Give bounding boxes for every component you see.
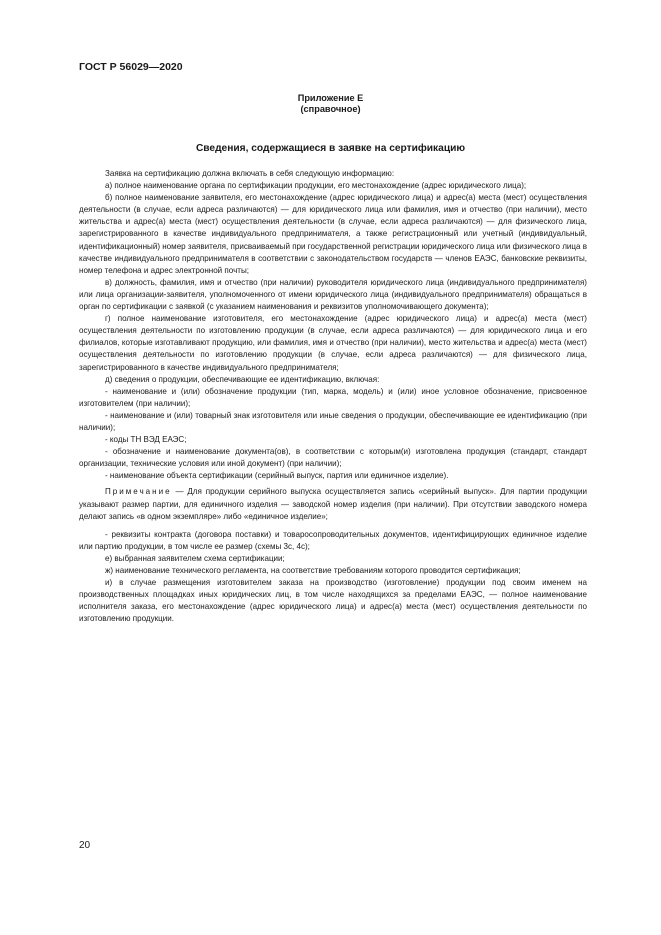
page-number: 20 bbox=[79, 840, 91, 851]
list-item: - наименование и (или) товарный знак изготовителя или иные сведения о продукции, обеспечивающие ее идентификацию (при наличии); bbox=[79, 410, 587, 432]
paragraph-intro: Заявка на сертификацию должна включать в себя следующую информацию: bbox=[105, 169, 395, 178]
paragraph-d: д) сведения о продукции, обеспечивающие ее идентификацию, включая: bbox=[105, 374, 380, 384]
note bbox=[79, 486, 587, 522]
list-item: - наименование объекта сертификации (серийный выпуск, партия или единичное изделие). bbox=[105, 471, 449, 481]
list-item: - коды ТН ВЭД ЕАЭС; bbox=[105, 435, 187, 445]
body-text bbox=[79, 168, 587, 625]
appendix-subtitle: (справочное) bbox=[300, 104, 361, 114]
paragraph-b: б) полное наименование заявителя, его местонахождение (адрес юридического лица) и адрес(а) места (мест) осуществления деятельности (в случае, если адреса различаются) — для юридического лица или фамилия, имя и отчество (при наличии), место жительства и адрес(а) места (мест) осуществления деятельности (в случае, если адреса различаются) — для физического лица, зарегистрированного в качестве индивидуального предпринимателя, а также регистрационный или учетный (индивидуальный, идентификационный) номер заявителя, присваиваемый при государственной регистрации юридического лица или физического лица в качестве индивидуального предпринимателя в соответствии с законодательством государств — членов ЕАЭС, банковские реквизиты, номер телефона и адрес электронной почты; bbox=[79, 193, 587, 275]
paragraph-zh: ж) наименование технического регламента, на соответствие требованиям которого проводится сертификация; bbox=[105, 566, 521, 575]
paragraph-a: а) полное наименование органа по сертификации продукции, его местонахождение (адрес юридического лица); bbox=[105, 181, 527, 191]
section-title: Сведения, содержащиеся в заявке на сертификацию bbox=[195, 143, 466, 154]
list-item: - реквизиты контракта (договора поставки) и товаросопроводительных документов, идентифицирующих единичное изделие или партию продукции, в том числе ее размер (схемы 3с, 4с); bbox=[79, 529, 587, 551]
paragraph-g: г) полное наименование изготовителя, его местонахождение (адрес юридического лица) и адрес(а) места (мест) осуществления деятельности по изготовлению продукции (в случае, если адреса различаются) — для юридического лица и его филиалов, которые изготавливают продукцию, или фамилия, имя и отчество (при наличии), место жительства и адрес(а) места (мест) осуществления деятельности по изготовлению продукции (в случае, если адреса различаются) — для физического лица, зарегистрированного в качестве индивидуального предпринимателя; bbox=[79, 314, 587, 372]
paragraph-v: в) должность, фамилия, имя и отчество (при наличии) руководителя юридического лица (индивидуального предпринимателя) или лица организации-заявителя, уполномоченного от имени юридического лица (индивидуального предпринимателя) обращаться в орган по сертификации с заявкой (с указанием наименования и реквизитов уполномочивающего документа); bbox=[79, 277, 587, 312]
document-header: ГОСТ Р 56029—2020 bbox=[79, 61, 183, 73]
list-item: - обозначение и наименование документа(ов), в соответствии с которым(и) изготовлена продукция (стандарт, стандарт организации, технические условия или иной документ) (при наличии); bbox=[79, 447, 587, 469]
appendix-title: Приложение Е bbox=[297, 93, 364, 103]
note-text: — Для продукции серийного выпуска осуществляется запись «серийный выпуск». Для партии продукции указывают размер партии, для единичного изделия — заводской номер изделия (при наличии). При отсутствии заводского номера делают запись «в одном экземпляре» либо «единичное изделие»; bbox=[79, 487, 587, 521]
note-label: Примечание bbox=[105, 487, 172, 497]
paragraph-i: и) в случае размещения изготовителем заказа на производство (изготовление) продукции под своим именем на производственных площадках иных юридических лиц, в том числе находящихся за пределами ЕАЭС, — полное наименование исполнителя заказа, его местонахождение (адрес юридического лица) и адрес(а) места (мест) осуществления деятельности по изготовлению продукции. bbox=[79, 578, 587, 624]
paragraph-e: е) выбранная заявителем схема сертификации; bbox=[105, 553, 285, 563]
list-item: - наименование и (или) обозначение продукции (тип, марка, модель) и (или) иное условное обозначение, присвоенное изготовителем (при наличии); bbox=[79, 386, 587, 408]
